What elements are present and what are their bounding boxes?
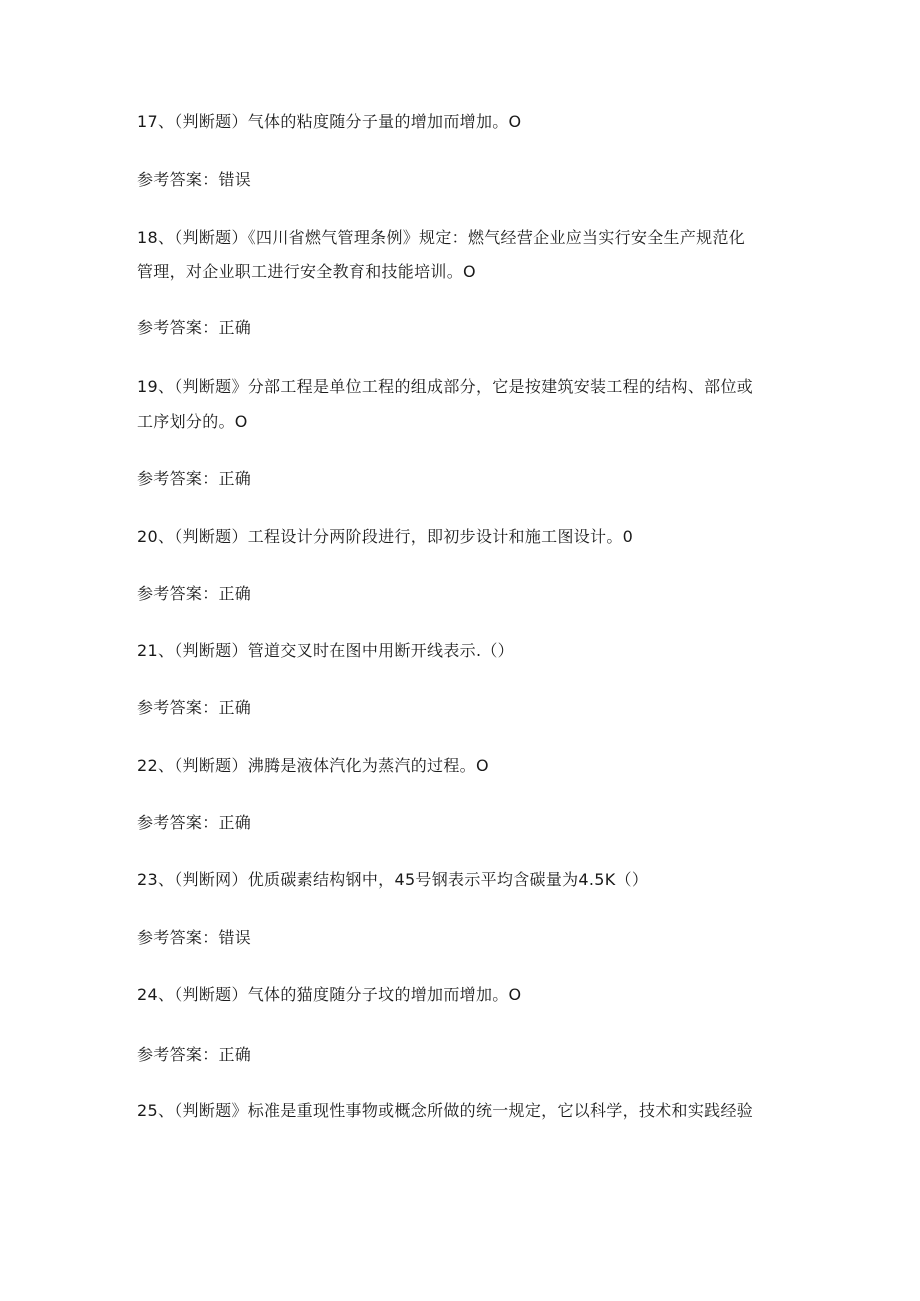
answer-23: 参考答案：错误	[137, 928, 252, 947]
question-21: 21、（判断题）管道交叉时在图中用断开线表示.（）	[137, 641, 514, 660]
answer-17: 参考答案：错误	[137, 170, 252, 189]
answer-19: 参考答案：正确	[137, 469, 252, 488]
question-19-cont: 工序划分的。O	[137, 412, 248, 431]
question-23: 23、（判断网）优质碳素结构钢中，45号钢表示平均含碳量为4.5K（）	[137, 870, 649, 889]
question-24: 24、（判断题）气体的猫度随分子坟的增加而增加。O	[137, 985, 522, 1004]
question-25: 25、（判断题》标准是重现性事物或概念所做的统一规定，它以科学，技术和实践经验	[137, 1101, 754, 1120]
answer-20: 参考答案：正确	[137, 584, 252, 603]
question-17: 17、（判断题）气体的粘度随分子量的增加而增加。O	[137, 112, 522, 131]
answer-22: 参考答案：正确	[137, 813, 252, 832]
question-19: 19、（判断题》分部工程是单位工程的组成部分，它是按建筑安装工程的结构、部位或	[137, 377, 754, 396]
question-20: 20、（判断题）工程设计分两阶段进行，即初步设计和施工图设计。0	[137, 527, 634, 546]
answer-21: 参考答案：正确	[137, 698, 252, 717]
answer-24: 参考答案：正确	[137, 1045, 252, 1064]
question-18-cont: 管理，对企业职工进行安全教育和技能培训。O	[137, 262, 476, 281]
question-22: 22、（判断题）沸腾是液体汽化为蒸汽的过程。O	[137, 756, 489, 775]
question-18: 18、（判断题）《四川省燃气管理条例》规定：燃气经营企业应当实行安全生产规范化	[137, 228, 746, 247]
answer-18: 参考答案：正确	[137, 318, 252, 337]
